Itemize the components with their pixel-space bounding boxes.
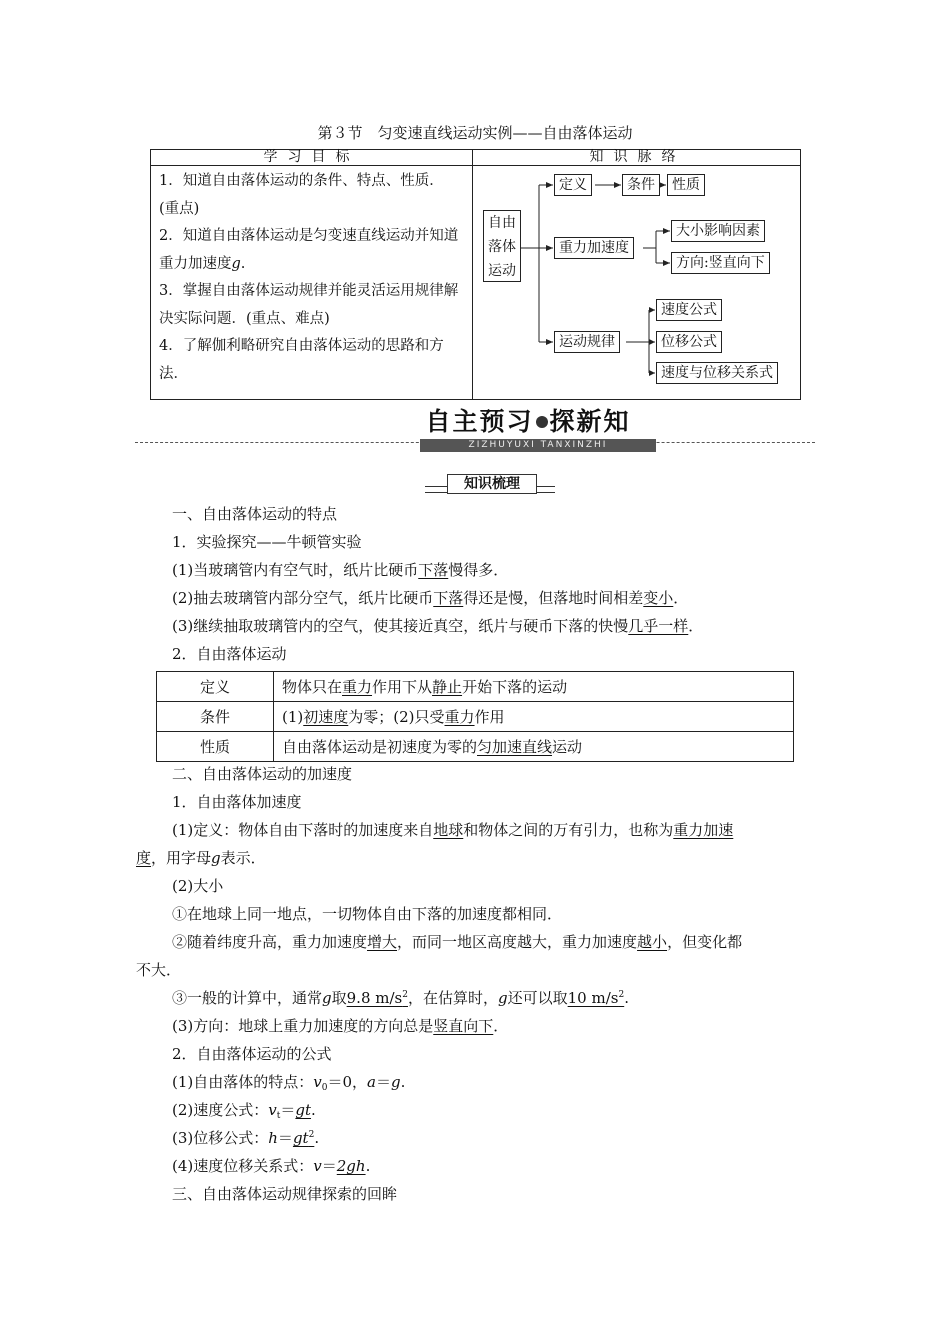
objective-item: 1．知道自由落体运动的条件、特点、性质．(重点)	[159, 173, 444, 217]
mindmap-header: 知识脉络	[589, 149, 686, 165]
objective-item: 2．知道自由落体运动是匀变速直线运动并知道重力加速度g.	[159, 228, 459, 272]
section-banner-subtitle: ZIZHUYUXI TANXINZHI	[420, 439, 656, 452]
paragraph: (2)大小	[172, 877, 224, 895]
paragraph: ①在地球上同一地点，一切物体自由下落的加速度都相同．	[172, 905, 563, 923]
paragraph: ③一般的计算中，通常g取9.8 $m/s^2$，在估算时，g还可以取10 $m/s^2$.	[172, 989, 629, 1007]
definition-table	[156, 671, 794, 762]
table-row: 性质 自由落体运动是初速度为零的匀加速直线运动	[157, 732, 794, 762]
formula-line: (1)自由落体的特点：$v_0=0$，a＝g.	[172, 1073, 406, 1093]
section-banner: 自主预习 探新知	[420, 406, 636, 438]
mindmap-displacement-formula: 位移公式	[656, 331, 722, 353]
mindmap-vx-relation: 速度与位移关系式	[656, 362, 778, 384]
objective-item: 4．了解伽利略研究自由落体运动的思路和方法．	[159, 338, 444, 382]
mindmap-gravity-accel: 重力加速度	[554, 237, 634, 259]
formula-line: (4)速度位移关系式：v＝2gh.	[172, 1157, 371, 1175]
subheading: 1．自由落体加速度	[172, 793, 302, 811]
objectives-table	[150, 149, 801, 400]
formula-line: (2)速度公式：$v_t=gt$.	[172, 1101, 316, 1121]
mindmap-velocity-formula: 速度公式	[656, 299, 722, 321]
objective-item: 3．掌握自由落体运动规律并能灵活运用规律解决实际问题．(重点、难点)	[159, 283, 459, 327]
paragraph: (1)当玻璃管内有空气时，纸片比硬币下落慢得多．	[172, 561, 509, 579]
objectives-header: 学习目标	[263, 149, 360, 165]
mindmap-direction: 方向:竖直向下	[671, 252, 770, 274]
table-row: 定义 物体只在重力作用下从静止开始下落的运动	[157, 672, 794, 702]
subheading: 2．自由落体运动	[172, 645, 287, 663]
section-heading: 三、自由落体运动规律探索的回眸	[172, 1185, 398, 1203]
mindmap-definition: 定义	[554, 174, 592, 196]
paragraph: (3)继续抽取玻璃管内的空气，使其接近真空，纸片与硬币下落的快慢几乎一样．	[172, 617, 704, 635]
paragraph: ②随着纬度升高，重力加速度增大，而同一地区高度越大，重力加速度越小，但变化都	[172, 933, 743, 951]
subheading: 2．自由落体运动的公式	[172, 1045, 332, 1063]
knowledge-tab: 知识梳理	[425, 474, 555, 494]
mindmap-condition: 条件	[622, 174, 660, 196]
paragraph: 度，用字母g表示．	[136, 849, 266, 867]
paragraph: (3)方向：地球上重力加速度的方向总是竖直向下．	[172, 1017, 509, 1035]
paragraph: 不大．	[136, 961, 182, 979]
chevron-right-icon	[536, 416, 548, 428]
mindmap-property: 性质	[667, 174, 705, 196]
page-title: 第３节 匀变速直线运动实例——自由落体运动	[317, 124, 633, 142]
mindmap-root: 自由落体运动	[483, 210, 521, 282]
paragraph: (1)定义：物体自由下落时的加速度来自地球和物体之间的万有引力，也称为重力加速	[172, 821, 734, 839]
mindmap-motion-laws: 运动规律	[554, 331, 620, 353]
section-heading: 一、自由落体运动的特点	[172, 505, 338, 523]
paragraph: (2)抽去玻璃管内部分空气，纸片比硬币下落得还是慢，但落地时间相差变小．	[172, 589, 689, 607]
table-row: 条件 (1)初速度为零；(2)只受重力作用	[157, 702, 794, 732]
formula-line: (3)位移公式：$h=gt^2$.	[172, 1129, 320, 1147]
section-heading: 二、自由落体运动的加速度	[172, 765, 353, 783]
subheading: 1．实验探究——牛顿管实验	[172, 533, 362, 551]
mindmap-size-factors: 大小影响因素	[671, 220, 765, 242]
